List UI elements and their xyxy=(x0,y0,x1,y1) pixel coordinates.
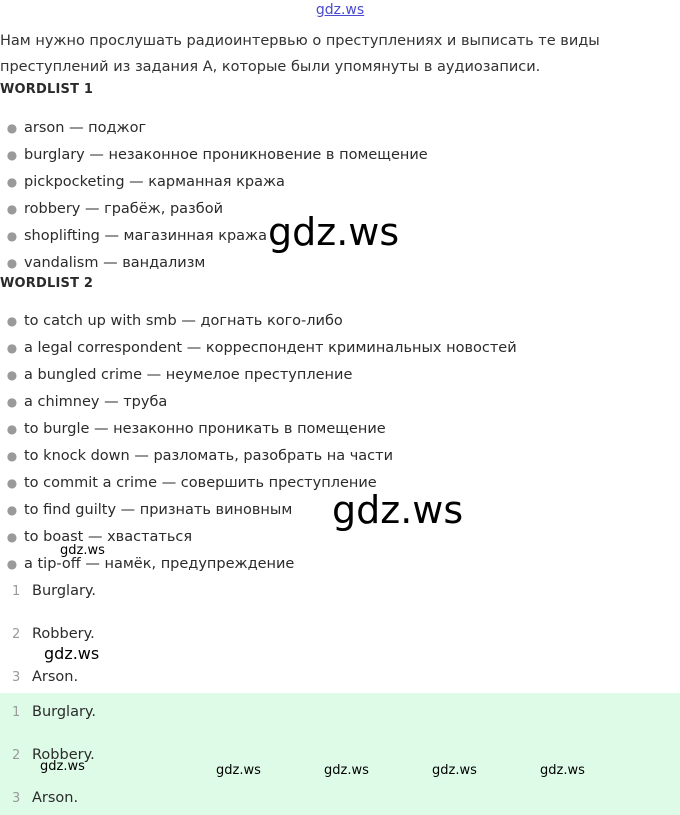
answer-row: 3 Arson. xyxy=(12,669,79,685)
answers-shaded-block xyxy=(0,693,680,815)
watermark-small: gdz.ws xyxy=(40,759,85,774)
bullet-icon: ● xyxy=(6,395,18,409)
answer-row: 2 Robbery. xyxy=(12,747,95,763)
watermark-small: gdz.ws xyxy=(540,763,585,778)
list-item: ● to burgle — незаконно проникать в помещение xyxy=(0,416,517,443)
list-item: ● robbery — грабёж, разбой xyxy=(0,196,428,223)
bullet-icon: ● xyxy=(6,449,18,463)
watermark-small: gdz.ws xyxy=(324,763,369,778)
watermark-large: gdz.ws xyxy=(268,210,400,254)
bullet-icon: ● xyxy=(6,175,18,189)
list-item: ● shoplifting — магазинная кража xyxy=(0,223,428,250)
list-item: ● to find guilty — признать виновным xyxy=(0,497,517,524)
bullet-icon: ● xyxy=(6,503,18,517)
bullet-icon: ● xyxy=(6,530,18,544)
list-item: ● a legal correspondent — корреспондент криминальных новостей xyxy=(0,335,517,362)
list-item: ● burglary — незаконное проникновение в помещение xyxy=(0,142,428,169)
answers-list xyxy=(0,578,680,692)
bullet-icon: ● xyxy=(6,229,18,243)
bullet-icon: ● xyxy=(6,256,18,270)
list-item: ● to boast — хвастаться xyxy=(0,524,517,551)
list-item: ● vandalism — вандализм xyxy=(0,250,428,277)
wordlist2 xyxy=(0,308,517,578)
list-item: ● a bungled crime — неумелое преступление xyxy=(0,362,517,389)
bullet-icon: ● xyxy=(6,121,18,135)
list-item: ● to catch up with smb — догнать кого-либо xyxy=(0,308,517,335)
bullet-icon: ● xyxy=(6,368,18,382)
bullet-icon: ● xyxy=(6,202,18,216)
watermark-small: gdz.ws xyxy=(60,543,105,558)
answer-row: 2 Robbery. xyxy=(12,626,95,642)
task-intro: Нам нужно прослушать радиоинтервью о преступлениях и выписать те виды преступлений из задания А, которые были упомянуты в аудиозаписи. xyxy=(0,33,600,75)
bullet-icon: ● xyxy=(6,557,18,571)
list-item: ● to knock down — разломать, разобрать на части xyxy=(0,443,517,470)
list-item: ● to commit a crime — совершить преступление xyxy=(0,470,517,497)
bullet-icon: ● xyxy=(6,422,18,436)
bullet-icon: ● xyxy=(6,341,18,355)
list-item: ● a chimney — труба xyxy=(0,389,517,416)
bullet-icon: ● xyxy=(6,148,18,162)
wordlist1-heading: WORDLIST 1 xyxy=(0,82,94,97)
list-item: ● a tip-off — намёк, предупреждение xyxy=(0,551,517,578)
watermark-small: gdz.ws xyxy=(216,763,261,778)
list-item: ● arson — поджог xyxy=(0,115,428,142)
top-watermark: gdz.ws xyxy=(315,2,365,18)
list-item: ● pickpocketing — карманная кража xyxy=(0,169,428,196)
watermark-medium: gdz.ws xyxy=(44,644,100,663)
watermark-small: gdz.ws xyxy=(432,763,477,778)
watermark-large: gdz.ws xyxy=(332,488,464,532)
answer-row: 1 Burglary. xyxy=(12,704,97,720)
bullet-icon: ● xyxy=(6,314,18,328)
wordlist2-heading: WORDLIST 2 xyxy=(0,276,94,291)
bullet-icon: ● xyxy=(6,476,18,490)
answer-row: 3 Arson. xyxy=(12,790,79,806)
answer-row: 1 Burglary. xyxy=(12,583,97,599)
